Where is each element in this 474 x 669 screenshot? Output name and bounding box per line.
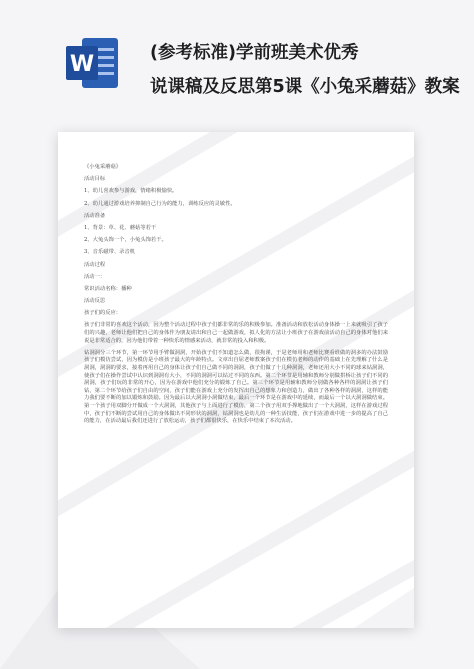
doc-paragraph-2: 钻洞洞分三个环节，第一环节用手臂做洞洞，开始孩子们不知道怎么做，很拘谨，于是老师用和老师比赛看谁做的洞多的办法鼓励孩子们模仿尝试，因为模仿是小班孩子最大的年龄特点。文章出自屈老师教案孩子们在模仿老师的动作的基础上在先理解了什么是洞洞，洞洞的要求，接着再用自己的身体让孩子们自己做不同的洞洞，孩子们做了十几种洞洞，老师还用大小不同的球来钻洞洞，使孩子们在操作尝试中认识到洞洞有大小，不同的洞洞可以钻过不同的东西。第二个环节是用辅和教师分别做拱桥让孩子们不同的洞洞，孩子们玩的非常的开心，因为在游戏中他们充分的锻炼了自己。第三个环节是用辅和教师分别做各种各样的洞洞让孩子们钻，第二个环节给孩子们自由的空间，孩子们能在游戏上充分的发挥出自己的想象力和创造力，做出了各种各样的洞洞，这样的能力我们要不断的加以锻炼和鼓励。因为最后以大洞洞小洞做结束，最后一个环节是在游戏中的延续，而最后一个以大洞洞做结束。第一个孩子用双脚分开做成一个大洞洞，其他孩子与上面进行了模仿，第二个孩子用双手撑地做出了一个大洞洞，这样在游戏过程中，孩子们不断的尝试用自己的身体做出不同形状的洞洞，钻洞洞也是幼儿的一种生活技能，孩子们在游戏中进一步的提高了自己的能力，在活动最后我们还进行了放松运动，孩子们都很快乐，在快乐中结束了本次活动。 [84, 349, 388, 425]
word-logo-letter: W [69, 52, 95, 77]
doc-line: 1、背景：草、花、蘑菇等若干 [84, 224, 157, 231]
doc-line: 1、幼儿喜欢参与游戏，情绪积极愉快。 [84, 188, 178, 195]
word-icon [66, 34, 120, 92]
doc-line: 孩子们的反应： [84, 310, 122, 317]
doc-line-heading: 活动准备 [84, 212, 106, 219]
document-body [84, 164, 388, 426]
document-page-preview[interactable] [58, 132, 414, 628]
document-title-line-1: (参考标准)学前班美术优秀 [150, 43, 359, 63]
doc-line-title: 《小兔采蘑菇》 [84, 164, 122, 170]
doc-line: 3、音乐磁带、录音机 [84, 249, 136, 256]
document-title-line-2: 说课稿及反思第5课《小兔采蘑菇》教案 [150, 77, 460, 97]
doc-line: 活动一： [84, 273, 106, 280]
doc-paragraph-1: 孩子们非常的喜欢这个活动，因为整个活动过程中孩子们都非常的乐的积极参加。准备活动和放松活动身体操一上来就吸引了孩子们的兴趣，老师让他们把自己的身体作为朋友请出和自己一起做游戏，拟人化的方法让小班孩子在游戏前活动自己的身体对他们来说是非常适合的，因为他们带着一种快乐的情感来活动，就非常的投入和积极。 [84, 322, 388, 344]
doc-line: 2、幼儿通过游戏培养抑制自己行为的能力，训练反应的灵敏性。 [84, 200, 236, 207]
page-corner-decoration [354, 588, 414, 628]
doc-line-heading: 活动目标 [84, 176, 106, 183]
doc-line: 常识活动名称：播种 [84, 285, 132, 292]
doc-line-heading: 活动过程 [84, 261, 106, 268]
doc-line: 2、大兔头饰一个，小兔头饰若干。 [84, 237, 167, 244]
document-title [150, 36, 470, 104]
doc-line-heading: 活动反思 [84, 298, 106, 305]
